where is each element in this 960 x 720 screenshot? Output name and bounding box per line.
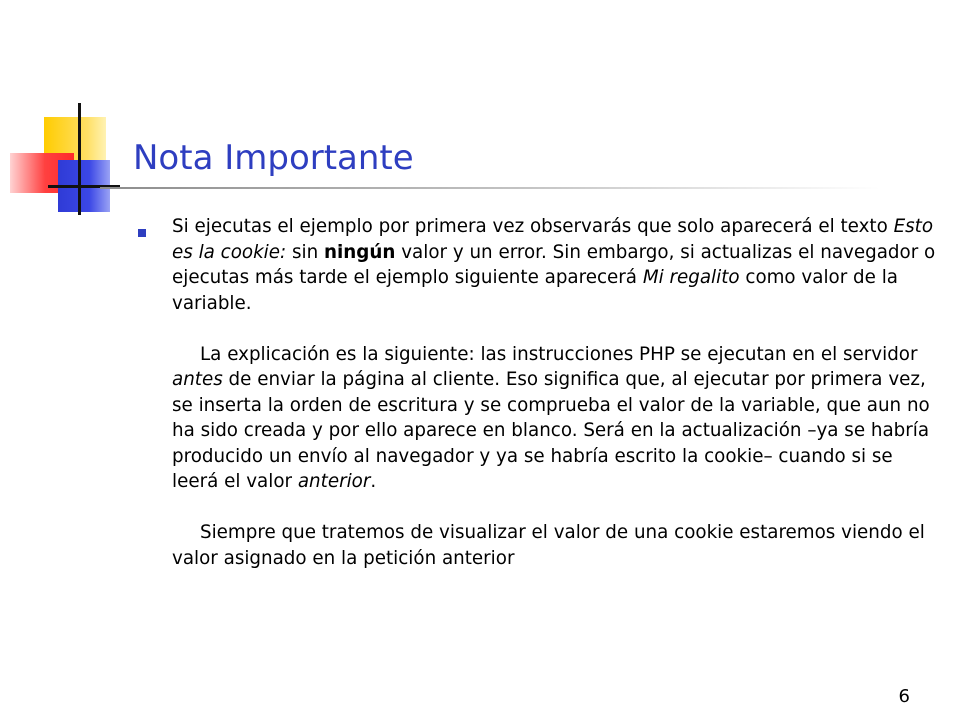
italic-text-run: antes: [172, 369, 223, 390]
paragraph-gap: [172, 316, 944, 342]
italic-text-run: anterior: [297, 471, 371, 492]
paragraph-2: [172, 342, 944, 495]
italic-text-run: Esto es la cookie:: [172, 216, 934, 263]
title-divider: [100, 187, 880, 189]
bold-text-run: ningún: [323, 241, 396, 263]
page-number: 6: [898, 686, 910, 707]
text-run: valor y un error. Sin embargo, si actualizas el navegador o ejecutas más tarde el ejemplo siguiente aparecerá: [172, 241, 936, 288]
bullet-square-icon: [138, 229, 146, 237]
text-run: .: [370, 471, 377, 492]
text-run: sin: [286, 241, 324, 263]
slide-logo-decoration: [0, 0, 140, 230]
paragraph-1: [172, 214, 944, 316]
paragraph-gap: [172, 495, 944, 521]
slide-title: Nota Importante: [133, 138, 414, 178]
italic-text-run: Mi regalito: [642, 267, 740, 288]
slide-body-text: [172, 214, 944, 571]
text-run: de enviar la página al cliente. Eso significa que, al ejecutar por primera vez, se inserta la orden de escritura y se comprueba el valor de la variable, que aun no ha sido creada y por ello aparece en blanco. Será en la actualización –ya se habría producido un envío al navegador y ya se habría escrito la cookie– cuando si se leerá el valor: [172, 369, 930, 492]
text-run: La explicación es la siguiente: las instrucciones PHP se ejecutan en el servidor: [200, 343, 918, 365]
text-run: como valor de la variable.: [172, 267, 898, 314]
vertical-line-shape: [78, 103, 81, 215]
paragraph-3: [172, 520, 944, 571]
text-run: Si ejecutas el ejemplo por primera vez observarás que solo aparecerá el texto: [172, 216, 894, 237]
text-run: Siempre que tratemos de visualizar el valor de una cookie estaremos viendo el valor asignado en la petición anterior: [172, 522, 925, 569]
